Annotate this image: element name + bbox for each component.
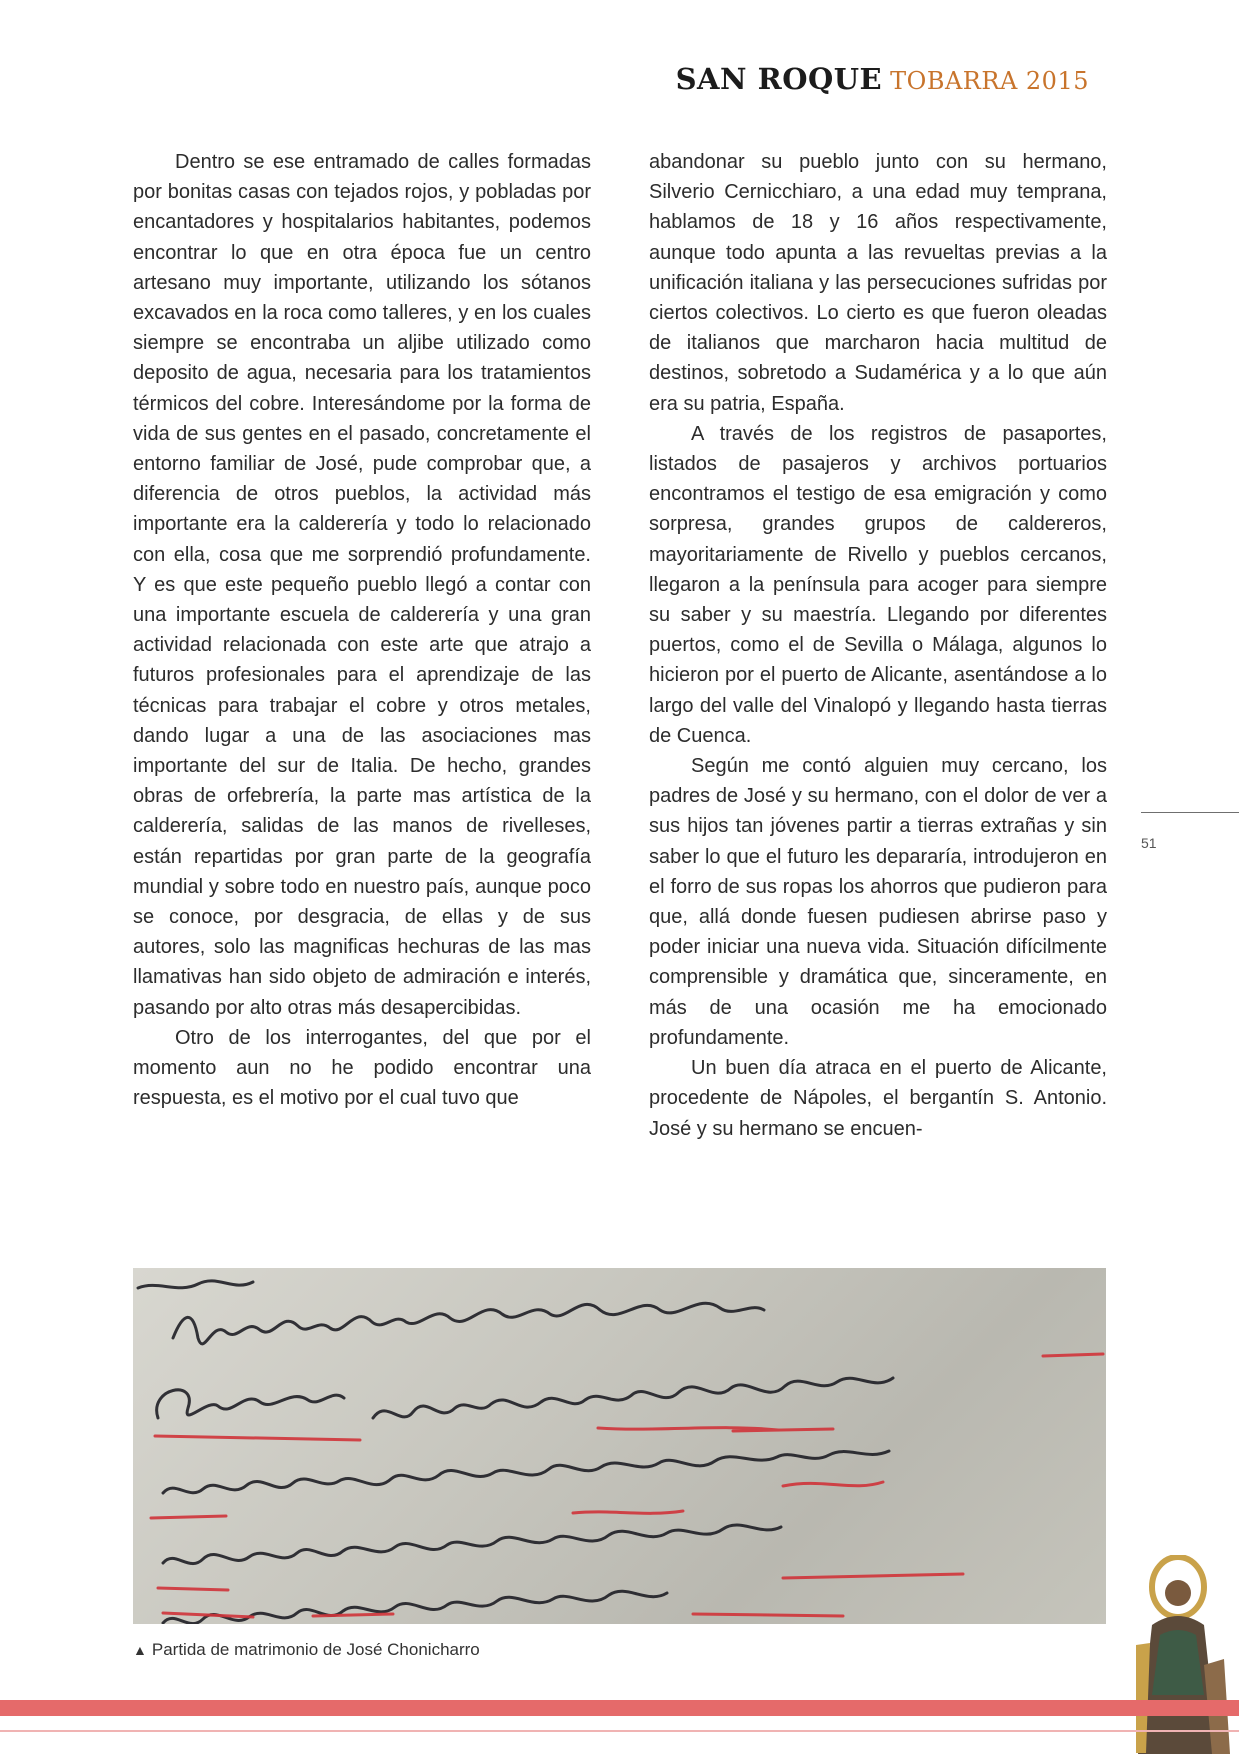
magazine-subtitle: TOBARRA 2015 xyxy=(890,67,1089,95)
saint-statue-image xyxy=(1116,1555,1239,1754)
marriage-record-photo xyxy=(133,1268,1106,1624)
paragraph: Dentro se ese entramado de calles formadas por bonitas casas con tejados rojos, y pobladas por encantadores y hospitalarios habitantes, podemos encontrar lo que en otra época fue un centro artesano muy importante, utilizando los sótanos excavados en la roca como talleres, y en los cuales siempre se encontraba un aljibe utilizado como deposito de agua, necesaria para los tratamientos térmicos del cobre. Interesándome por la forma de vida de sus gentes en el pasado, concretamente el entorno familiar de José, pude comprobar que, a diferencia de otros pueblos, la actividad más importante era la calderería y todo lo relacionado con ella, cosa que me sorprendió profundamente. Y es que este pequeño pueblo llegó a contar con una importante escuela de calderería y una gran actividad relacionada con este arte que atrajo a futuros profesionales para el aprendizaje de las técnicas para trabajar el cobre y otros metales, dando lugar a una de las asociaciones mas importante del sur de Italia. De hecho, grandes obras de orfebrería, la parte mas artística de la calderería, salidas de las manos de rivelleses, están repartidas por gran parte de la geografía mundial y sobre todo en nuestro país, aunque poco se conoce, por desgracia, de ellas y de sus autores, solo las magnificas hechuras de las mas llamativas han sido objeto de admiración e interés, pasando por alto otras más desapercibidas. xyxy=(133,151,591,1019)
figure-caption-text: Partida de matrimonio de José Chonicharro xyxy=(151,1640,480,1659)
paragraph-continuation: abandonar su pueblo junto con su hermano, Silverio Cernicchiaro, a una edad muy temprana, hablamos de 18 y 16 años respectivamente, aunque todo apunta a las revueltas previas a la unificación italiana y las persecuciones sufridas por ciertos colectivos. Lo cierto es que fueron oleadas de italianos que marcharon hacia multitud de destinos, sobretodo a Sudamérica y a lo que aún era su patria, España. xyxy=(649,151,1107,415)
left-column xyxy=(133,147,591,1114)
paragraph: Otro de los interrogantes, del que por el momento aun no he podido encontrar una respuesta, es el motivo por el cual tuvo que xyxy=(133,1026,591,1110)
paragraph: A través de los registros de pasaportes, listados de pasajeros y archivos portuarios encontramos el testigo de esa emigración y como sorpresa, grandes grupos de caldereros, mayoritariamente de Rivello y pueblos cercanos, llegaron a la península para acoger para siempre su saber y su maestría. Llegando por diferentes puertos, como el de Sevilla o Málaga, algunos lo hicieron por el puerto de Alicante, asentándose a lo largo del valle del Vinalopó y llegando hasta tierras de Cuenca. xyxy=(649,422,1107,747)
triangle-marker-icon: ▲ xyxy=(133,1642,147,1658)
figure-caption xyxy=(133,1640,480,1660)
magazine-title: SAN ROQUE xyxy=(675,62,883,96)
right-column xyxy=(649,147,1107,1144)
running-header xyxy=(676,62,1089,96)
page-number-rule xyxy=(1141,812,1239,813)
handwriting-image xyxy=(133,1268,1106,1624)
bottom-band xyxy=(0,1700,1239,1716)
paragraph: Según me contó alguien muy cercano, los padres de José y su hermano, con el dolor de ver a sus hijos tan jóvenes partir a tierras extrañas y sin saber lo que el futuro les depararía, introdujeron en el forro de sus ropas los ahorros que pudieron para que, allá donde fuesen pudiesen abrirse paso y poder iniciar una nueva vida. Situación difícilmente comprensible y dramática que, sinceramente, en más de una ocasión me ha emocionado profundamente. xyxy=(649,755,1107,1049)
page-number: 51 xyxy=(1141,835,1157,851)
paragraph: Un buen día atraca en el puerto de Alicante, procedente de Nápoles, el bergantín S. Antonio. José y su hermano se encuen- xyxy=(649,1057,1107,1140)
bottom-line xyxy=(0,1730,1239,1732)
